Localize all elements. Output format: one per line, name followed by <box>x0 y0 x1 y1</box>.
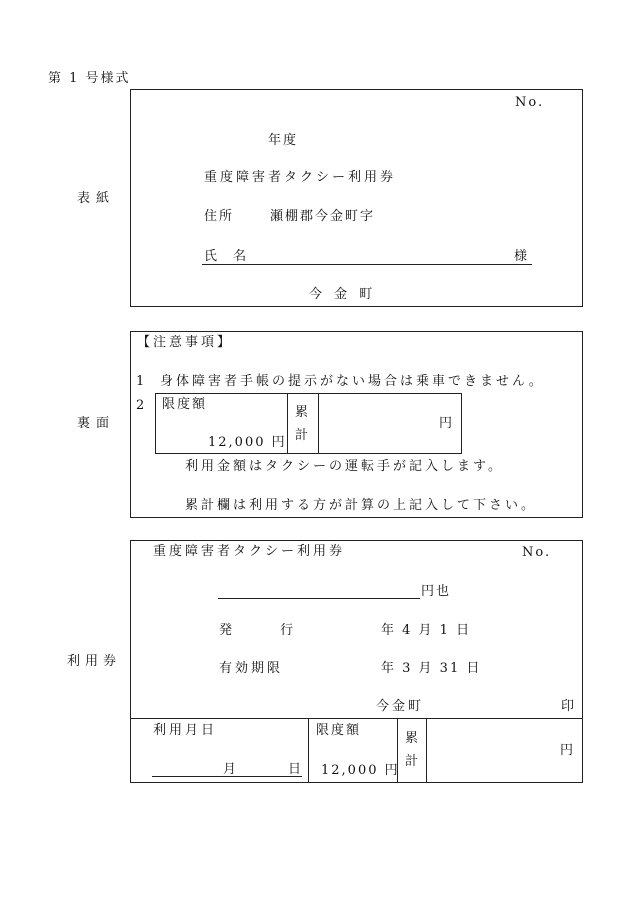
cover-title: 重度障害者タクシー利用券 <box>204 170 397 185</box>
back-table-divider-1 <box>287 393 288 454</box>
back-item1-number: 1 <box>136 374 147 389</box>
back-limit-label: 限度額 <box>162 397 208 412</box>
back-note-cumulative: 累計欄は利用する方が計算の上記入して下さい。 <box>185 498 538 513</box>
ticket-month-label: 月 <box>223 762 239 777</box>
back-notes-heading: 【注意事項】 <box>137 335 234 350</box>
ticket-amount-suffix: 円也 <box>421 584 452 599</box>
ticket-cumulative-label-2: 計 <box>405 754 421 769</box>
ticket-amount-underline <box>218 598 420 599</box>
ticket-title: 重度障害者タクシー利用券 <box>153 544 346 559</box>
back-side-label: 裏面 <box>77 416 116 431</box>
ticket-side-label: 利用券 <box>67 654 122 669</box>
cover-address-value: 瀬棚郡今金町字 <box>270 209 376 224</box>
ticket-day-label: 日 <box>288 762 304 777</box>
cover-name-suffix: 様 <box>514 249 530 264</box>
ticket-valid-date: 年 3 月 31 日 <box>381 661 482 676</box>
ticket-panel <box>130 540 583 783</box>
cover-side-label: 表紙 <box>77 191 116 206</box>
back-limit-value: 12,000 円 <box>208 435 287 450</box>
back-note-driver: 利用金額はタクシーの運転手が記入します。 <box>185 459 504 474</box>
cover-name-label: 氏 名 <box>204 249 253 264</box>
ticket-limit-value: 12,000 円 <box>321 763 400 778</box>
back-table-divider-2 <box>318 393 319 454</box>
back-item1-text: 身体障害者手帳の提示がない場合は乗車できません。 <box>160 374 545 389</box>
back-item2-number: 2 <box>136 398 147 413</box>
ticket-issue-label: 発 行 <box>219 623 316 638</box>
back-yen-label: 円 <box>439 416 455 431</box>
ticket-yen-label: 円 <box>560 743 576 758</box>
ticket-seal: 印 <box>561 699 577 714</box>
ticket-use-date-label: 利用月日 <box>153 723 218 738</box>
ticket-number-label: No. <box>522 545 552 560</box>
cover-address-label: 住所 <box>204 209 235 224</box>
ticket-table-divider-3 <box>426 718 427 783</box>
cover-fiscal-year: 年度 <box>268 133 299 148</box>
ticket-table-top-rule <box>130 718 583 719</box>
back-cumulative-label-1: 累 <box>295 405 311 420</box>
cover-town: 今 金 町 <box>309 287 377 302</box>
back-cumulative-label-2: 計 <box>295 428 311 443</box>
cover-name-underline <box>202 264 532 265</box>
cover-panel <box>130 89 583 307</box>
form-number-label: 第 1 号様式 <box>48 71 131 86</box>
ticket-valid-label: 有効期限 <box>219 661 284 676</box>
ticket-town: 今金町 <box>376 699 425 714</box>
ticket-table-divider-1 <box>308 718 309 783</box>
ticket-limit-label: 限度額 <box>316 723 362 738</box>
ticket-issue-date: 年 4 月 1 日 <box>381 623 472 638</box>
cover-number-label: No. <box>515 95 545 110</box>
ticket-cumulative-label-1: 累 <box>405 731 421 746</box>
